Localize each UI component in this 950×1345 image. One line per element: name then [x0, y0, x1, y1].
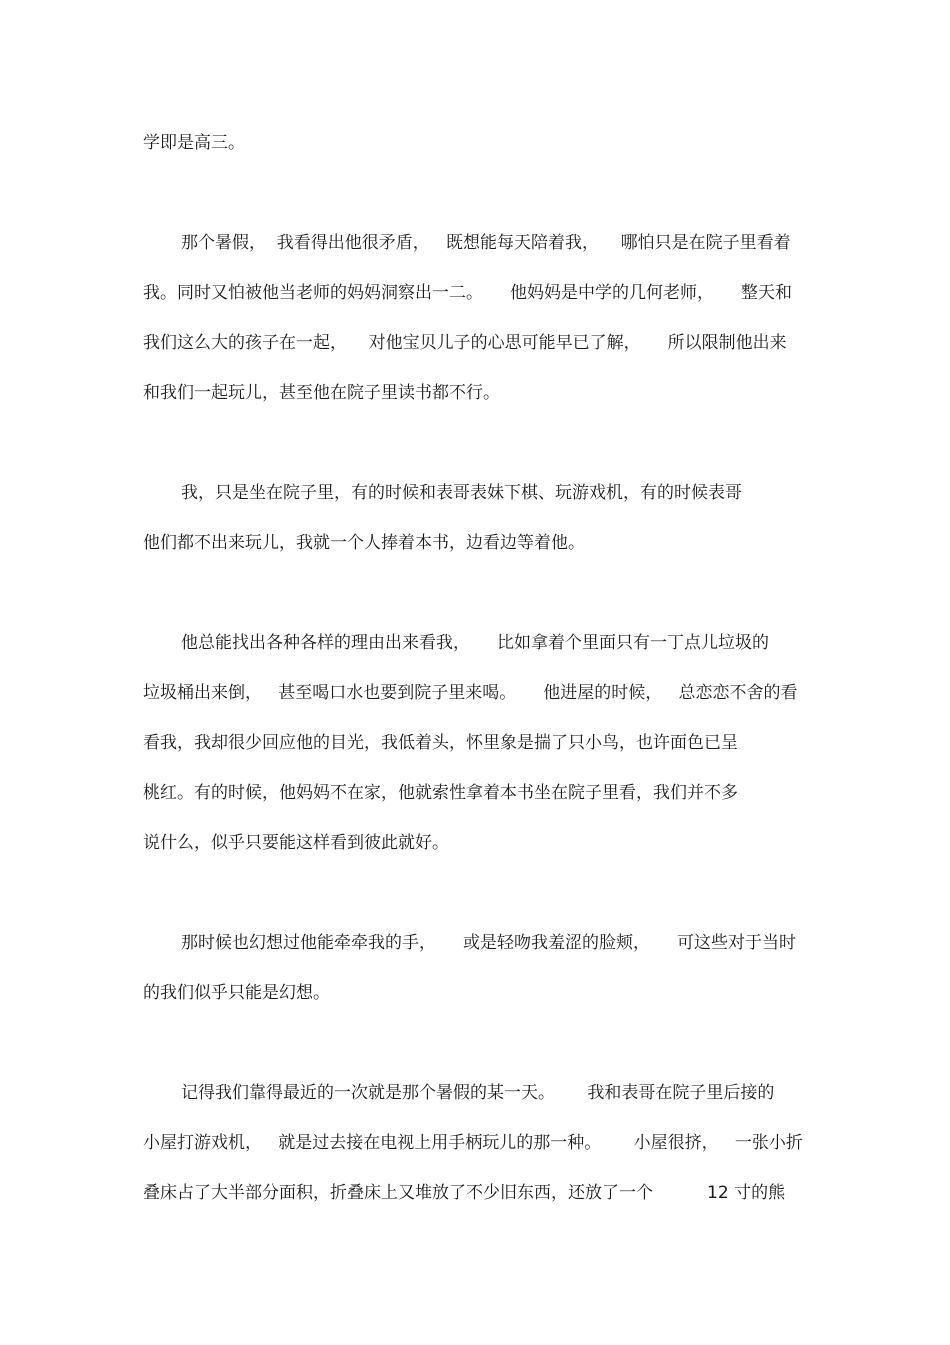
text-line: 看我，我却很少回应他的目光，我低着头，怀里象是揣了只小鸟，也许面色已呈: [143, 733, 738, 753]
text-line: 我，只是坐在院子里，有的时候和表哥表妹下棋、玩游戏机，有的时候表哥: [181, 483, 742, 503]
text-line: 学即是高三。: [143, 133, 245, 153]
text-line: 叠床占了大半部分面积，折叠床上又堆放了不少旧东西，还放了一个 12 寸的熊: [143, 1183, 786, 1203]
text-line: 他总能找出各种各样的理由出来看我， 比如拿着个里面只有一丁点儿垃圾的: [181, 633, 770, 653]
text-line: 我们这么大的孩子在一起， 对他宝贝儿子的心思可能早已了解， 所以限制他出来: [143, 333, 787, 353]
text-line: 记得我们靠得最近的一次就是那个暑假的某一天。 我和表哥在院子里后接的: [181, 1083, 775, 1103]
text-line: 的我们似乎只能是幻想。: [143, 983, 330, 1003]
text-line: 说什么，似乎只要能这样看到彼此就好。: [143, 833, 449, 853]
text-line: 他们都不出来玩儿，我就一个人捧着本书，边看边等着他。: [143, 533, 585, 553]
text-line: 那个暑假， 我看得出他很矛盾， 既想能每天陪着我， 哪怕只是在院子里看着: [181, 233, 791, 253]
text-line: 和我们一起玩儿，甚至他在院子里读书都不行。: [143, 383, 500, 403]
text-line: 垃圾桶出来倒， 甚至喝口水也要到院子里来喝。 他进屋的时候， 总恋恋不舍的看: [143, 683, 798, 703]
text-line: 小屋打游戏机， 就是过去接在电视上用手柄玩儿的那一种。 小屋很挤， 一张小折: [143, 1133, 803, 1153]
text-line: 那时候也幻想过他能牵牵我的手， 或是轻吻我羞涩的脸颊， 可这些对于当时: [181, 933, 797, 953]
text-line: 我。同时又怕被他当老师的妈妈洞察出一二。 他妈妈是中学的几何老师， 整天和: [143, 283, 793, 303]
text-line: 桃红。有的时候，他妈妈不在家，他就索性拿着本书坐在院子里看，我们并不多: [143, 783, 738, 803]
